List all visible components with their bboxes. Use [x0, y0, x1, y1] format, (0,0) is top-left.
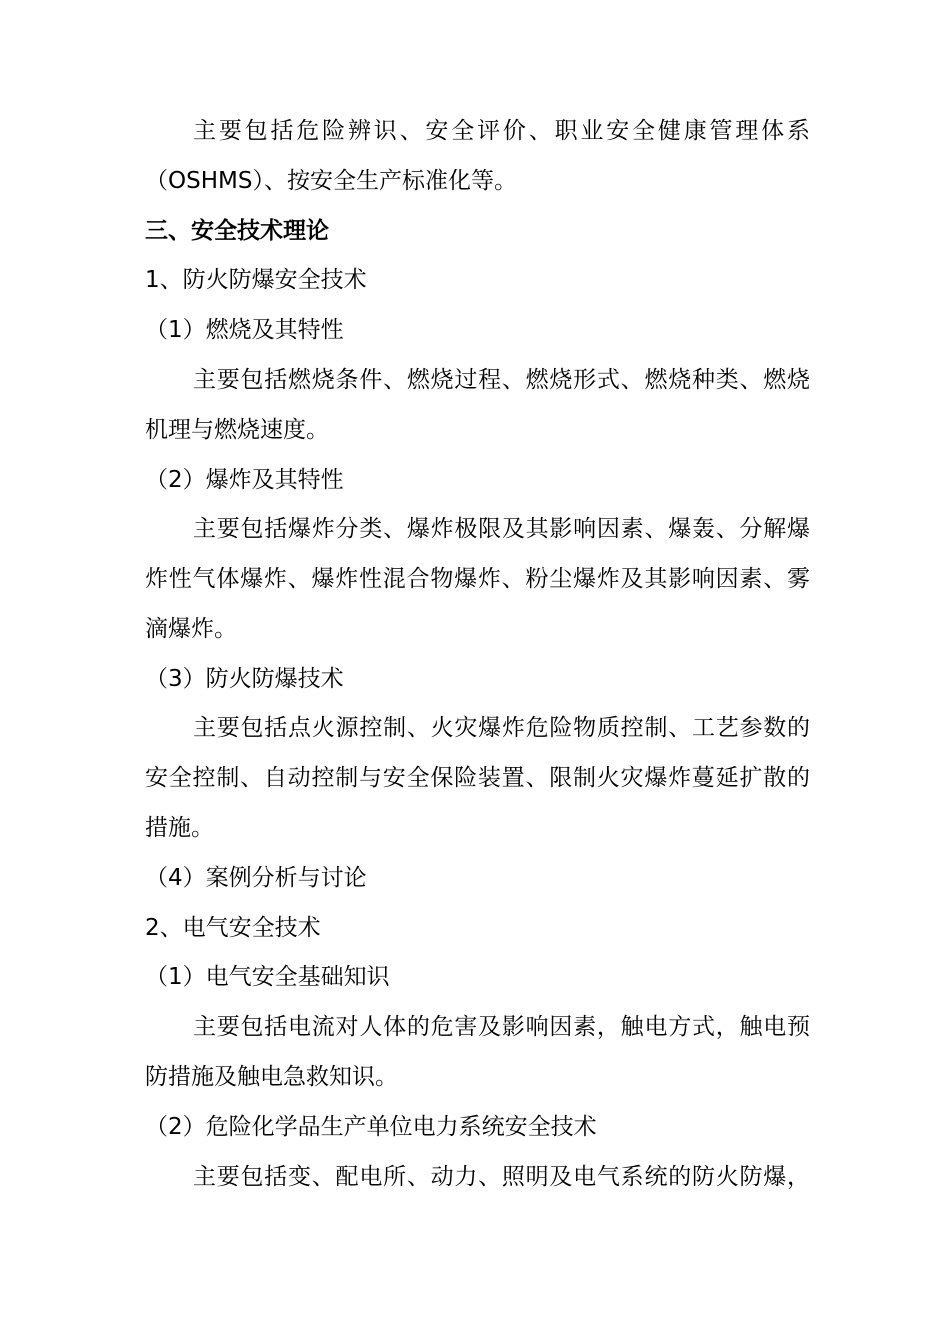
paragraph-line: 主要包括危险辨识、安全评价、职业安全健康管理体系: [193, 118, 810, 144]
paragraph-line: 主要包括电流对人体的危害及影响因素，触电方式，触电预: [193, 1014, 810, 1040]
paragraph-line: 炸性气体爆炸、爆炸性混合物爆炸、粉尘爆炸及其影响因素、雾: [145, 566, 810, 592]
paragraph-line: 安全控制、自动控制与安全保险装置、限制火灾爆炸蔓延扩散的: [145, 765, 810, 791]
section-heading: 三、安全技术理论: [145, 218, 329, 244]
subsection-heading: 1、防火防爆安全技术: [145, 267, 367, 293]
paragraph-line: 滴爆炸。: [145, 616, 237, 642]
paragraph-line: 主要包括燃烧条件、燃烧过程、燃烧形式、燃烧种类、燃烧: [193, 367, 810, 393]
item-heading: （4）案例分析与讨论: [145, 865, 367, 891]
item-heading: （1）电气安全基础知识: [145, 964, 390, 990]
item-heading: （2）爆炸及其特性: [145, 467, 344, 493]
subsection-heading: 2、电气安全技术: [145, 915, 321, 941]
paragraph-line: 措施。: [145, 815, 214, 841]
paragraph-line: （OSHMS）、按安全生产标准化等。: [145, 168, 517, 194]
item-heading: （3）防火防爆技术: [145, 666, 344, 692]
paragraph-line: 机理与燃烧速度。: [145, 417, 329, 443]
paragraph-line: 主要包括变、配电所、动力、照明及电气系统的防火防爆，: [193, 1164, 810, 1190]
paragraph-line: 防措施及触电急救知识。: [145, 1064, 398, 1090]
paragraph-line: 主要包括爆炸分类、爆炸极限及其影响因素、爆轰、分解爆: [193, 516, 810, 542]
paragraph-line: 主要包括点火源控制、火灾爆炸危险物质控制、工艺参数的: [193, 715, 810, 741]
item-heading: （1）燃烧及其特性: [145, 317, 344, 343]
item-heading: （2）危险化学品生产单位电力系统安全技术: [145, 1114, 597, 1140]
